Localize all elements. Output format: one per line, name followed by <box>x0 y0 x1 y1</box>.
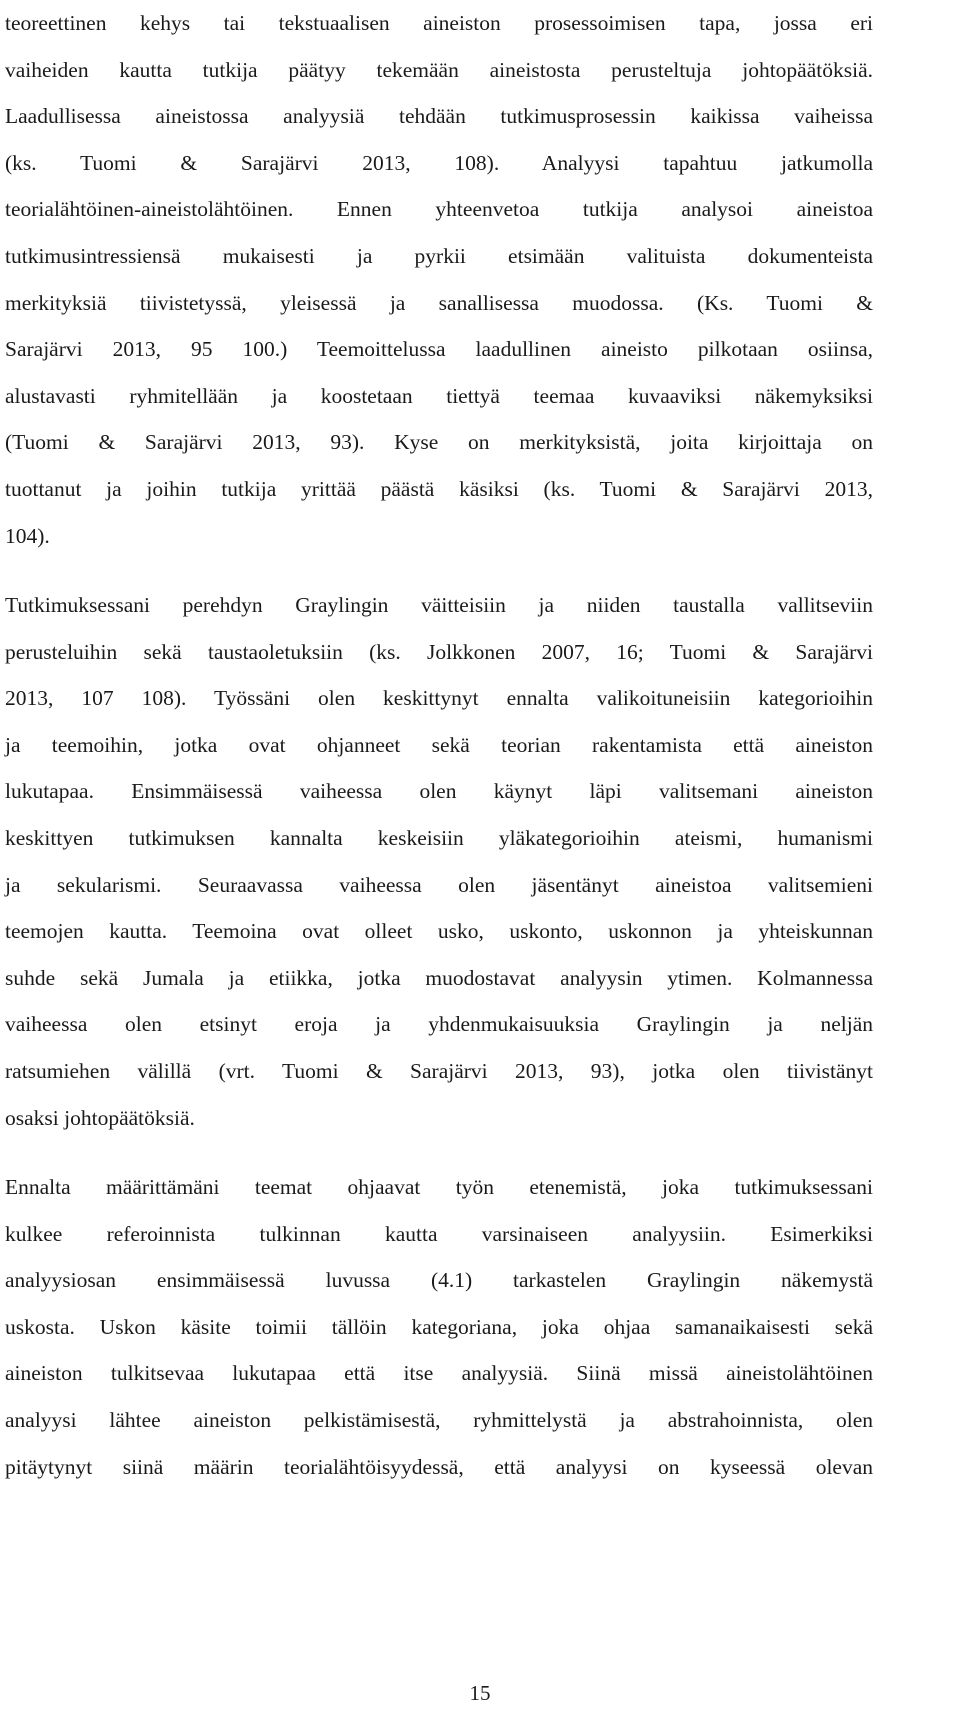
text-line: aineiston tulkitsevaa lukutapaa että itse analyysiä. Siinä missä aineistolähtöinen <box>5 1361 873 1386</box>
text-line: 104). <box>5 523 50 548</box>
text-line: ja teemoihin, jotka ovat ohjanneet sekä teorian rakentamista että aineiston <box>5 732 873 757</box>
text-line: teoreettinen kehys tai tekstuaalisen aineiston prosessoimisen tapa, jossa eri <box>5 11 873 35</box>
text-line: perusteluihin sekä taustaoletuksiin (ks. Jolkkonen 2007, 16; Tuomi & Sarajärvi <box>5 639 873 664</box>
text-line: vaiheiden kautta tutkija päätyy tekemään aineistosta perusteltuja johtopäätöksiä. <box>5 57 873 82</box>
paragraph-research-approach <box>5 582 873 1141</box>
text-line: lukutapaa. Ensimmäisessä vaiheessa olen käynyt läpi valitsemani aineiston <box>5 779 873 804</box>
text-line: uskosta. Uskon käsite toimii tällöin kategoriana, joka ohjaa samanaikaisesti sekä <box>5 1314 873 1339</box>
paragraph-analysis-method <box>5 0 873 559</box>
text-line: teorialähtöinen-aineistolähtöinen. Ennen yhteenvetoa tutkija analysoi aineistoa <box>5 197 873 222</box>
paragraph-predefined-themes <box>5 1164 873 1490</box>
text-line: osaksi johtopäätöksiä. <box>5 1105 195 1130</box>
text-line: suhde sekä Jumala ja etiikka, jotka muodostavat analyysin ytimen. Kolmannessa <box>5 965 873 990</box>
page-number: 15 <box>469 1681 491 1705</box>
text-line: teemojen kautta. Teemoina ovat olleet usko, uskonto, uskonnon ja yhteiskunnan <box>5 919 873 944</box>
text-line: tutkimusintressiensä mukaisesti ja pyrkii etsimään valituista dokumenteista <box>5 243 873 268</box>
text-line: Ennalta määrittämäni teemat ohjaavat työn etenemistä, joka tutkimuksessani <box>5 1175 873 1199</box>
text-line: Sarajärvi 2013, 95 100.) Teemoittelussa laadullinen aineisto pilkotaan osiinsa, <box>5 337 873 362</box>
text-line: (ks. Tuomi & Sarajärvi 2013, 108). Analyysi tapahtuu jatkumolla <box>5 150 873 175</box>
text-line: tuottanut ja joihin tutkija yrittää päästä käsiksi (ks. Tuomi & Sarajärvi 2013, <box>5 476 873 501</box>
text-line: kulkee referoinnista tulkinnan kautta varsinaiseen analyysiin. Esimerkiksi <box>5 1221 873 1246</box>
text-line: Laadullisessa aineistossa analyysiä tehdään tutkimusprosessin kaikissa vaiheissa <box>5 104 873 129</box>
text-line: Tutkimuksessani perehdyn Graylingin väitteisiin ja niiden taustalla vallitseviin <box>5 593 873 617</box>
text-line: ratsumiehen välillä (vrt. Tuomi & Sarajärvi 2013, 93), jotka olen tiivistänyt <box>5 1058 873 1083</box>
text-line: 2013, 107 108). Työssäni olen keskittynyt ennalta valikoituneisiin kategorioihin <box>5 686 873 711</box>
text-line: alustavasti ryhmitellään ja koostetaan tiettyä teemaa kuvaaviksi näkemyksiksi <box>5 383 873 408</box>
text-line: keskittyen tutkimuksen kannalta keskeisiin yläkategorioihin ateismi, humanismi <box>5 825 873 850</box>
text-line: ja sekularismi. Seuraavassa vaiheessa olen jäsentänyt aineistoa valitsemieni <box>5 872 873 897</box>
text-line: merkityksiä tiivistetyssä, yleisessä ja sanallisessa muodossa. (Ks. Tuomi & <box>5 290 873 315</box>
text-line: vaiheessa olen etsinyt eroja ja yhdenmukaisuuksia Graylingin ja neljän <box>5 1012 873 1037</box>
text-line: analyysi lähtee aineiston pelkistämisestä, ryhmittelystä ja abstrahoinnista, olen <box>5 1407 873 1432</box>
text-line: (Tuomi & Sarajärvi 2013, 93). Kyse on merkityksistä, joita kirjoittaja on <box>5 430 873 455</box>
text-line: pitäytynyt siinä määrin teorialähtöisyydessä, että analyysi on kyseessä olevan <box>5 1454 873 1479</box>
text-line: analyysiosan ensimmäisessä luvussa (4.1) tarkastelen Graylingin näkemystä <box>5 1268 873 1293</box>
